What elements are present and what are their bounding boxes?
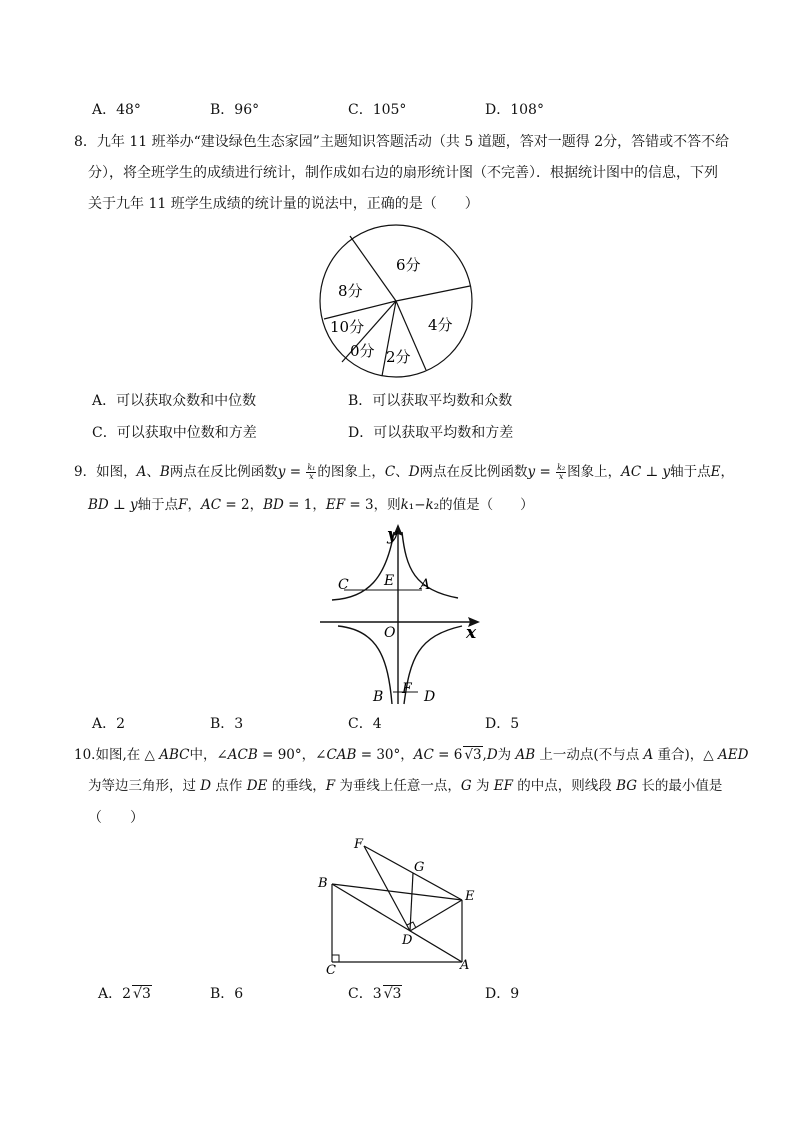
label-f: F xyxy=(354,837,364,852)
right-angle-c xyxy=(332,955,339,962)
q10-geometry-figure xyxy=(312,834,482,976)
label-d: D xyxy=(424,689,436,705)
label-e: E xyxy=(465,889,475,904)
pie-label-6: 6分 xyxy=(396,256,421,274)
sqrt-3: √3 xyxy=(464,747,482,763)
q8-option-d[interactable]: D．可以获取平均数和方差 xyxy=(348,425,514,441)
segment-de xyxy=(410,900,462,931)
q10-text-line2: 为等边三角形，过 D 点作 DE 的垂线，F 为垂线上任意一点，G 为 EF 的中点，则线段 BG 长的最小值是 xyxy=(88,778,723,794)
q9-option-a[interactable]: A．2 xyxy=(92,716,126,732)
q9-text-line2: BD ⊥ y轴于点F，AC = 2，BD = 1，EF = 3，则k₁−k₂的值是（ ） xyxy=(88,497,534,513)
label-f: F xyxy=(402,681,412,697)
q9-fraction-k1: $\frac{\text{k₁}}{x}$ xyxy=(307,463,316,481)
segment-da xyxy=(410,931,462,962)
q10-text-line3: （ ） xyxy=(88,810,144,826)
label-a: A xyxy=(420,577,431,593)
label-e: E xyxy=(384,573,395,589)
q7-option-a[interactable]: A．48° xyxy=(92,102,141,118)
label-b: B xyxy=(318,876,328,891)
q9-hyperbola-graph xyxy=(318,518,488,708)
q7-option-d[interactable]: D．108° xyxy=(485,102,544,118)
q9-text-line1: 9．如图，A、B两点在反比例函数y = $\frac{\text{k₁}}{x}$ 的图象上，C、D两点在反比例函数y = $\frac{\text{k₂}}{x}$ 图象上，AC ⊥ y轴于点E， xyxy=(74,463,735,481)
pie-label-10: 10分 xyxy=(330,318,365,336)
label-d: D xyxy=(402,933,413,948)
q10-option-c[interactable]: C．3 √3 xyxy=(348,986,402,1002)
q10-text-line1: 10.如图,在 △ ABC中，∠ACB = 90°，∠CAB = 30°，AC = 6 √3,D为 AB 上一动点(不与点 A 重合)，△ AED xyxy=(74,747,749,763)
q10-option-b[interactable]: B．6 xyxy=(210,986,244,1002)
q8-option-b[interactable]: B．可以获取平均数和众数 xyxy=(348,393,513,409)
q8-text-line3: 关于九年 11 班学生成绩的统计量的说法中，正确的是（ ） xyxy=(88,196,479,212)
pie-label-2: 2分 xyxy=(386,348,411,366)
label-g: G xyxy=(414,860,425,875)
q10-option-a[interactable]: A．2 √3 xyxy=(98,986,151,1002)
q8-text-line1: 8．九年 11 班举办“建设绿色生态家园”主题知识答题活动（共 5 道题，答对一题得 2分，答错或不答不给 xyxy=(74,134,730,150)
q9-option-b[interactable]: B．3 xyxy=(210,716,244,732)
pie-label-8: 8分 xyxy=(338,282,363,300)
q7-option-c[interactable]: C．105° xyxy=(348,102,407,118)
q10-option-d[interactable]: D．9 xyxy=(485,986,520,1002)
q8-option-a[interactable]: A．可以获取众数和中位数 xyxy=(92,393,257,409)
q7-option-b[interactable]: B．96° xyxy=(210,102,260,118)
segment-hidden xyxy=(332,873,413,884)
q9-option-c[interactable]: C．4 xyxy=(348,716,382,732)
pie-label-4: 4分 xyxy=(428,316,453,334)
q8-pie-chart xyxy=(316,222,476,382)
label-c: C xyxy=(326,963,336,976)
label-b: B xyxy=(373,689,384,705)
q9-option-d[interactable]: D．5 xyxy=(485,716,520,732)
q9-fraction-k2: $\frac{\text{k₂}}{x}$ xyxy=(557,463,566,481)
label-x: x xyxy=(466,623,477,643)
label-a: A xyxy=(460,958,470,973)
segment-be xyxy=(332,884,462,900)
label-o: O xyxy=(384,625,396,641)
q8-option-c[interactable]: C．可以获取中位数和方差 xyxy=(92,425,257,441)
label-c: C xyxy=(338,577,349,593)
q8-text-line2: 分），将全班学生的成绩进行统计，制作成如右边的扇形统计图（不完善）．根据统计图中的信息，下列 xyxy=(88,165,718,181)
label-y: y xyxy=(387,525,397,545)
pie-label-0: 0分 xyxy=(350,342,375,360)
